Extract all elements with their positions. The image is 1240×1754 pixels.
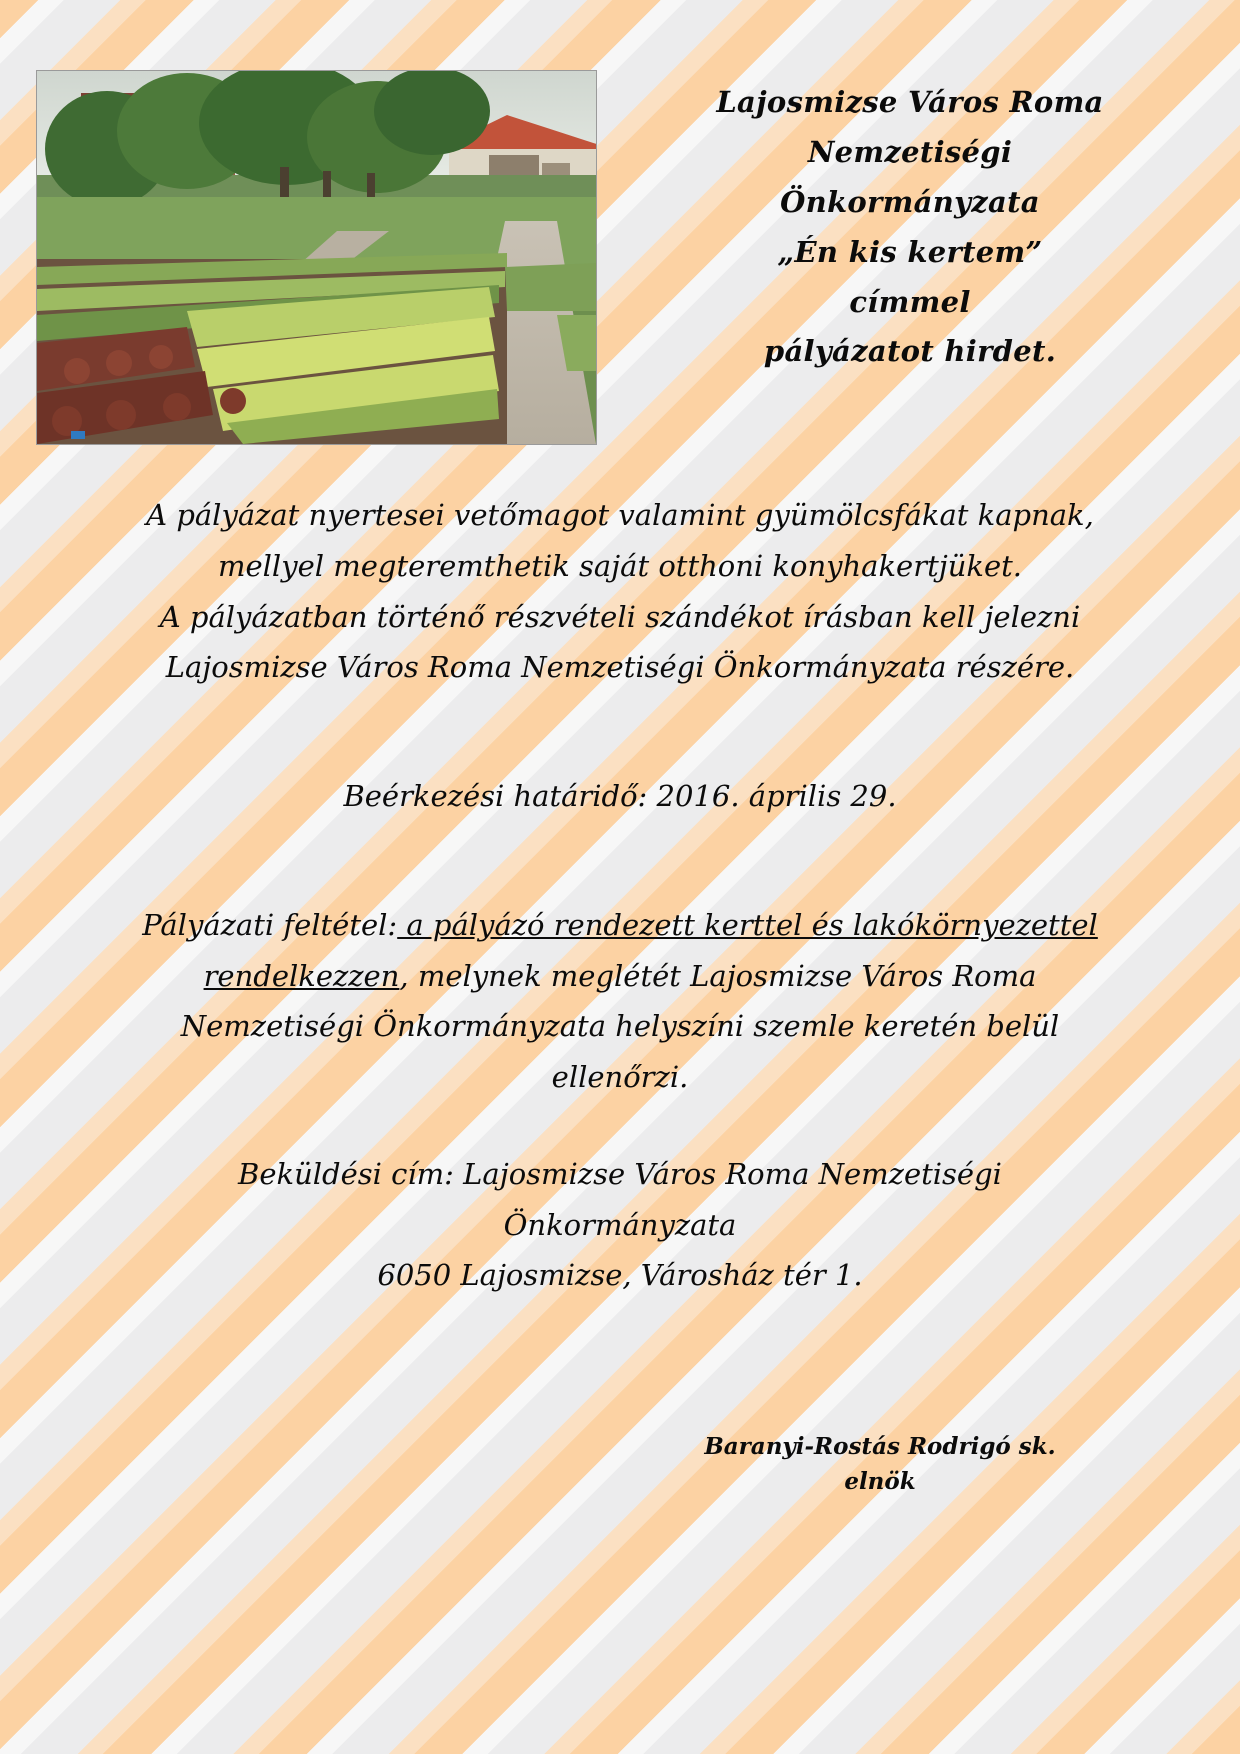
signature-name: Baranyi-Rostás Rodrigó sk. bbox=[704, 1433, 1056, 1460]
prize-paragraph-line-1: A pályázat nyertesei vetőmagot valamint gyümölcsfákat kapnak, bbox=[146, 498, 1094, 532]
spacer-3 bbox=[60, 1103, 1180, 1149]
header-line-1: Lajosmizse Város Roma bbox=[716, 85, 1104, 119]
address-line-1: Beküldési cím: Lajosmizse Város Roma Nemzetiségi bbox=[238, 1156, 1002, 1191]
condition-label: Pályázati feltétel: bbox=[142, 907, 398, 942]
address-line-3: 6050 Lajosmizse, Városház tér 1. bbox=[377, 1258, 863, 1293]
condition-underline-part-1: a pályázó rendezett kerttel és lakókörnyezettel bbox=[397, 907, 1098, 942]
prize-paragraph-line-2: mellyel megteremthetik saját otthoni konyhakertjüket. bbox=[217, 548, 1022, 583]
condition-underline-part-2: rendelkezzen bbox=[203, 958, 400, 993]
address-line-2: Önkormányzata bbox=[503, 1207, 737, 1242]
condition-line-3: Nemzetiségi Önkormányzata helyszíni szemle keretén belül bbox=[180, 1009, 1060, 1044]
spacer-1 bbox=[60, 693, 1180, 771]
header-line-3: Önkormányzata bbox=[780, 184, 1040, 219]
poster-body bbox=[60, 490, 1180, 1301]
garden-photo bbox=[36, 70, 597, 445]
spacer-2 bbox=[60, 822, 1180, 900]
condition-line-1 bbox=[60, 900, 1180, 951]
signature-title: elnök bbox=[844, 1467, 916, 1495]
application-paragraph-line-1: A pályázatban történő részvételi szándékot írásban kell jelezni bbox=[159, 599, 1081, 634]
header-line-4: „Én kis kertem” bbox=[777, 234, 1043, 269]
garden-photo-illustration bbox=[37, 71, 596, 444]
condition-rest-1: , melynek meglétét Lajosmizse Város Roma bbox=[399, 958, 1037, 993]
header-line-5: címmel bbox=[849, 284, 971, 319]
deadline-text: Beérkezési határidő: 2016. április 29. bbox=[343, 779, 897, 813]
application-paragraph-line-2: Lajosmizse Város Roma Nemzetiségi Önkormányzata részére. bbox=[165, 650, 1075, 685]
header-line-2: Nemzetiségi bbox=[807, 134, 1013, 169]
signature-block bbox=[620, 1430, 1140, 1499]
poster-header bbox=[620, 78, 1200, 377]
condition-line-2 bbox=[60, 951, 1180, 1002]
header-line-6: pályázatot hirdet. bbox=[763, 334, 1057, 369]
condition-line-4: ellenőrzi. bbox=[551, 1060, 689, 1094]
